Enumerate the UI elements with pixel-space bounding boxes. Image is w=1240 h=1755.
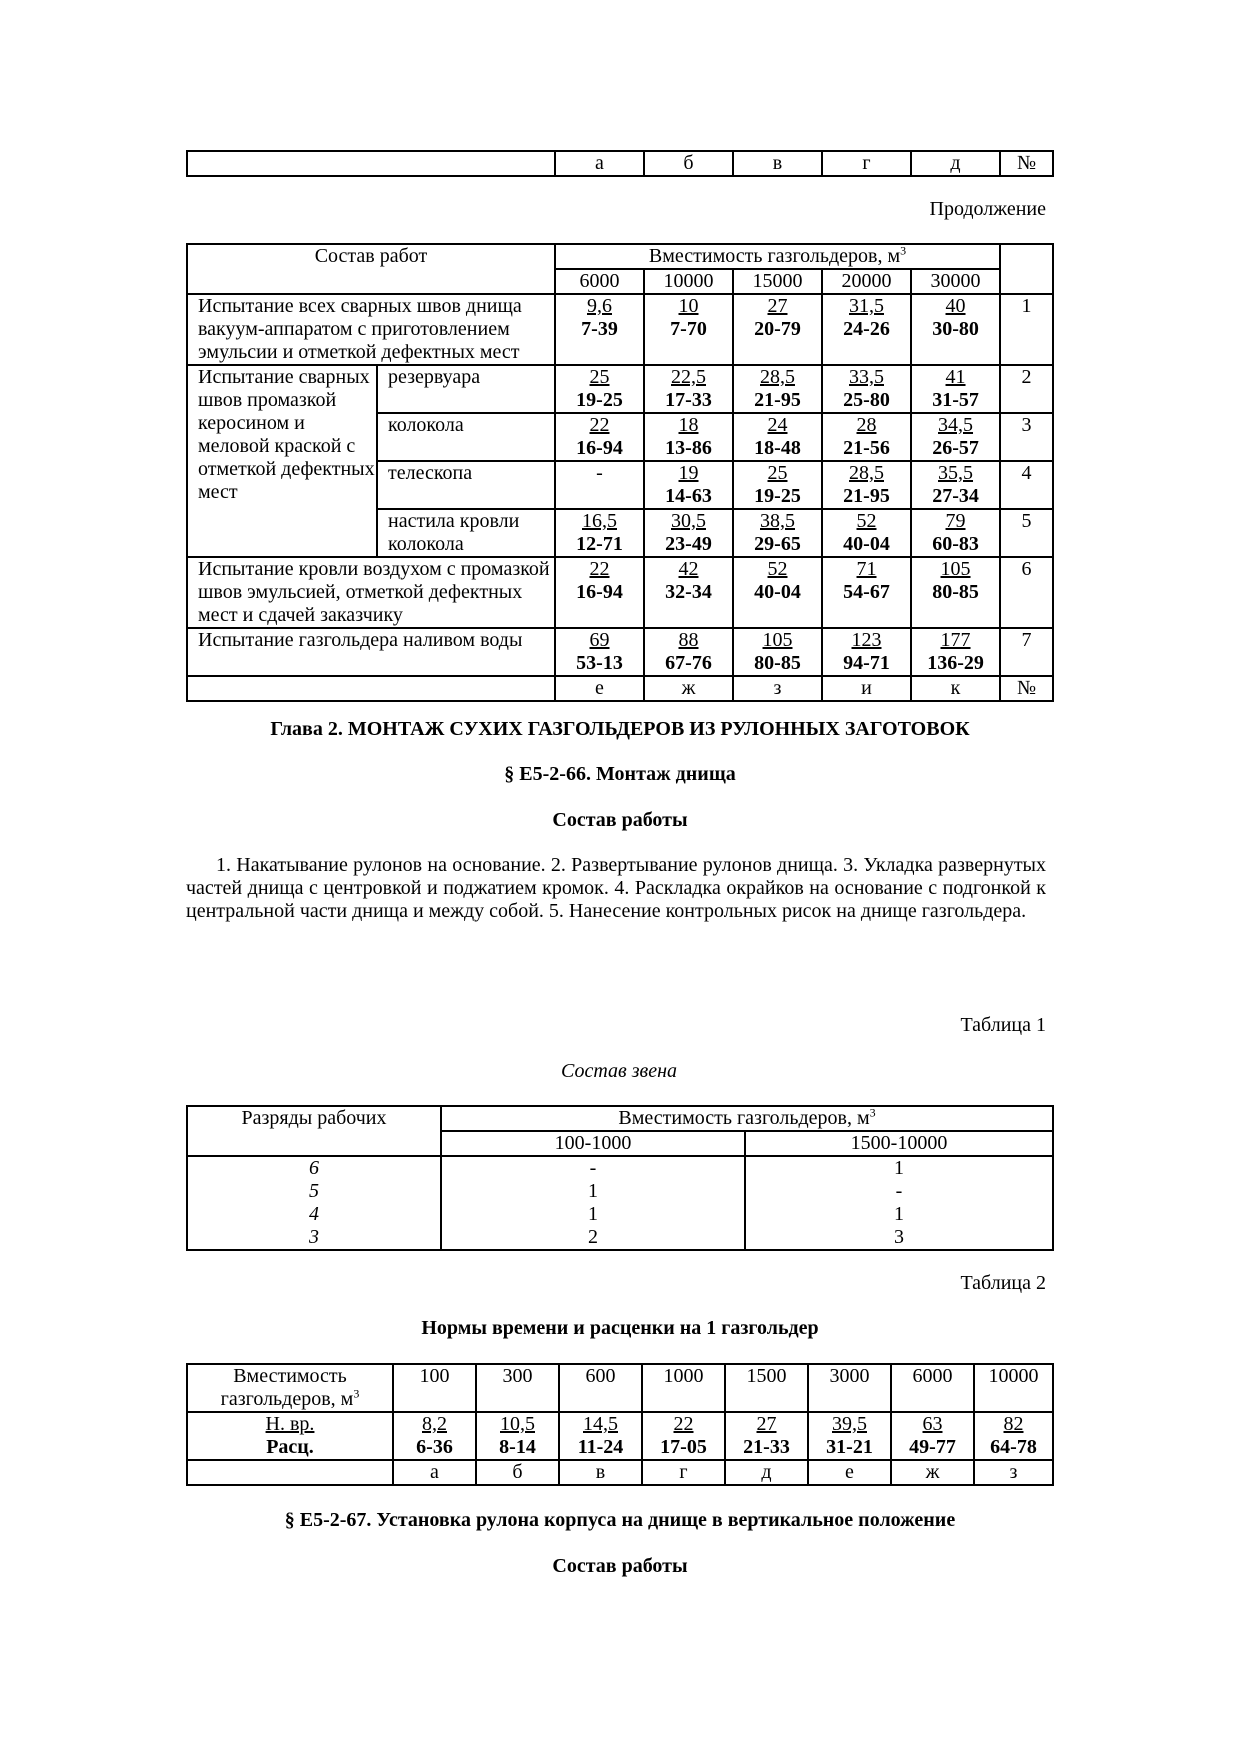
table-row <box>187 294 1053 365</box>
section-title: § Е5-2-66. Монтаж днища <box>504 763 736 785</box>
norm-cell: 79 60-83 <box>911 509 1000 557</box>
col-letter: а <box>393 1460 476 1485</box>
norm-cell: 28 21-56 <box>822 413 911 461</box>
norm-cell: 22 16-94 <box>555 557 644 628</box>
header-capacity: Вместимость газгольдеров, $м^3$ <box>555 244 1000 269</box>
norm-cell: 30,5 23-49 <box>644 509 733 557</box>
norm-cell: 10 7-70 <box>644 294 733 365</box>
norm-cell: 105 80-85 <box>911 557 1000 628</box>
norm-cell: 27 21-33 <box>725 1412 808 1460</box>
norm-cell: 123 94-71 <box>822 628 911 676</box>
volume-header: 1500 <box>725 1364 808 1412</box>
norm-cell: 71 54-67 <box>822 557 911 628</box>
volume-header: 15000 <box>733 269 822 294</box>
norm-cell: 40 30-80 <box>911 294 1000 365</box>
table-row <box>187 365 1053 413</box>
header-blank <box>1000 244 1053 294</box>
col-letter: а <box>555 151 644 176</box>
col-letter: б <box>476 1460 559 1485</box>
norm-cell: 177 136-29 <box>911 628 1000 676</box>
norm-cell: 35,5 27-34 <box>911 461 1000 509</box>
col-letter: з <box>974 1460 1053 1485</box>
volume-header: 6000 <box>555 269 644 294</box>
norm-cell: 39,5 31-21 <box>808 1412 891 1460</box>
header-capacity: Вместимость газгольдеров, $м^3$ <box>187 1364 393 1412</box>
norm-cell: 63 49-77 <box>891 1412 974 1460</box>
row-label: Испытание газгольдера наливом воды <box>187 628 555 676</box>
col-number-sign: № <box>1000 676 1053 701</box>
continuation-table <box>186 243 1054 702</box>
norm-cell: 25 19-25 <box>733 461 822 509</box>
col-letter: е <box>808 1460 891 1485</box>
col-letter: д <box>911 151 1000 176</box>
col-letter: б <box>644 151 733 176</box>
norm-cell: 52 40-04 <box>733 557 822 628</box>
continuation-label: Продолжение <box>929 198 1046 220</box>
col-letter: д <box>725 1460 808 1485</box>
norm-cell: 105 80-85 <box>733 628 822 676</box>
norm-cell: 69 53-13 <box>555 628 644 676</box>
work-composition-title-2: Состав работы <box>552 1555 688 1577</box>
group-label: Испытание сварных швов промазкой керосином и меловой краской с отметкой дефектных мест <box>187 365 377 557</box>
col-letter: в <box>559 1460 642 1485</box>
col-letter: в <box>733 151 822 176</box>
norm-cell: 22 16-94 <box>555 413 644 461</box>
crew-table <box>186 1105 1054 1251</box>
row-number: 6 <box>1000 557 1053 628</box>
norm-cell: 28,5 21-95 <box>822 461 911 509</box>
norm-cell: 25 19-25 <box>555 365 644 413</box>
sub-row-label: настила кровли колокола <box>377 509 555 557</box>
volume-header: 1000 <box>642 1364 725 1412</box>
volume-header: 300 <box>476 1364 559 1412</box>
col-number-sign: № <box>1000 151 1053 176</box>
chapter-title: Глава 2. МОНТАЖ СУХИХ ГАЗГОЛЬДЕРОВ ИЗ РУЛОННЫХ ЗАГОТОВОК <box>270 718 970 740</box>
table-row <box>187 1156 1053 1250</box>
dash-cell: - <box>555 461 644 509</box>
norm-cell: 88 67-76 <box>644 628 733 676</box>
col-letter: з <box>733 676 822 701</box>
col-letter: ж <box>644 676 733 701</box>
norm-cell: 52 40-04 <box>822 509 911 557</box>
col-letter: е <box>555 676 644 701</box>
norm-cell: 14,5 11-24 <box>559 1412 642 1460</box>
table-row <box>187 628 1053 676</box>
row-number: 7 <box>1000 628 1053 676</box>
norm-cell: 9,6 7-39 <box>555 294 644 365</box>
volume-header: 10000 <box>974 1364 1053 1412</box>
norm-cell: 42 32-34 <box>644 557 733 628</box>
header-grade: Разряды рабочих <box>187 1106 441 1156</box>
range-header: 100-1000 <box>441 1131 745 1156</box>
grade-list: 6 5 4 3 <box>187 1156 441 1250</box>
top-column-row <box>186 150 1054 177</box>
col-letter: г <box>822 151 911 176</box>
row-number: 1 <box>1000 294 1053 365</box>
range-header: 1500-10000 <box>745 1131 1053 1156</box>
table-2-label: Таблица 2 <box>960 1272 1046 1294</box>
row-number: 3 <box>1000 413 1053 461</box>
norm-cell: 22 17-05 <box>642 1412 725 1460</box>
norm-cell: 22,5 17-33 <box>644 365 733 413</box>
row-number: 5 <box>1000 509 1053 557</box>
norm-cell: 24 18-48 <box>733 413 822 461</box>
norm-cell: 19 14-63 <box>644 461 733 509</box>
norm-cell: 34,5 26-57 <box>911 413 1000 461</box>
work-composition-title: Состав работы <box>552 809 688 831</box>
blank-cell <box>187 676 555 701</box>
volume-header: 20000 <box>822 269 911 294</box>
norm-cell: 33,5 25-80 <box>822 365 911 413</box>
table-1-title: Состав звена <box>560 1060 677 1082</box>
volume-header: 3000 <box>808 1364 891 1412</box>
table-2-title: Нормы времени и расценки на 1 газгольдер <box>421 1317 819 1339</box>
header-capacity: Вместимость газгольдеров, $м^3$ <box>441 1106 1053 1131</box>
table-footer-row <box>187 676 1053 701</box>
table-1-label: Таблица 1 <box>960 1014 1046 1036</box>
col-letter: г <box>642 1460 725 1485</box>
norm-cell: 10,5 8-14 <box>476 1412 559 1460</box>
row-number: 4 <box>1000 461 1053 509</box>
norm-cell: 38,5 29-65 <box>733 509 822 557</box>
count-list: - 1 1 2 <box>441 1156 745 1250</box>
norm-cell: 8,2 6-36 <box>393 1412 476 1460</box>
volume-header: 6000 <box>891 1364 974 1412</box>
row-number: 2 <box>1000 365 1053 413</box>
norm-cell: 41 31-57 <box>911 365 1000 413</box>
volume-header: 10000 <box>644 269 733 294</box>
col-letter: к <box>911 676 1000 701</box>
volume-header: 600 <box>559 1364 642 1412</box>
norm-cell: 82 64-78 <box>974 1412 1053 1460</box>
count-list: 1 - 1 3 <box>745 1156 1053 1250</box>
norm-cell: 18 13-86 <box>644 413 733 461</box>
norms-table <box>186 1363 1054 1486</box>
table-row <box>187 557 1053 628</box>
norm-cell: 28,5 21-95 <box>733 365 822 413</box>
blank-cell <box>187 151 555 176</box>
sub-row-label: резервуара <box>377 365 555 413</box>
table-row <box>187 1412 1053 1460</box>
norm-cell: 16,5 12-71 <box>555 509 644 557</box>
sub-row-label: телескопа <box>377 461 555 509</box>
section-title-2: § Е5-2-67. Установка рулона корпуса на днище в вертикальное положение <box>284 1509 956 1531</box>
header-work-composition: Состав работ <box>187 244 555 294</box>
row-label: Н. вр. Расц. <box>187 1412 393 1460</box>
col-letter: ж <box>891 1460 974 1485</box>
volume-header: 100 <box>393 1364 476 1412</box>
row-label: Испытание кровли воздухом с промазкой швов эмульсией, отметкой дефектных мест и сдачей заказчику <box>187 557 555 628</box>
norm-cell: 31,5 24-26 <box>822 294 911 365</box>
col-letter: и <box>822 676 911 701</box>
table-footer-row <box>187 1460 1053 1485</box>
norm-cell: 27 20-79 <box>733 294 822 365</box>
volume-header: 30000 <box>911 269 1000 294</box>
row-label: Испытание всех сварных швов днища вакуум-аппаратом с приготовлением эмульсии и отметкой дефектных мест <box>187 294 555 365</box>
work-description: 1. Накатывание рулонов на основание. 2. Развертывание рулонов днища. 3. Укладка развернутых частей днища с центровкой и поджатием кромок. 4. Раскладка окрайков на основание с подгонкой к центральной части днища и между собой. 5. Нанесение контрольных рисок на днище газгольдера. <box>186 854 1046 922</box>
sub-row-label: колокола <box>377 413 555 461</box>
blank-cell <box>187 1460 393 1485</box>
